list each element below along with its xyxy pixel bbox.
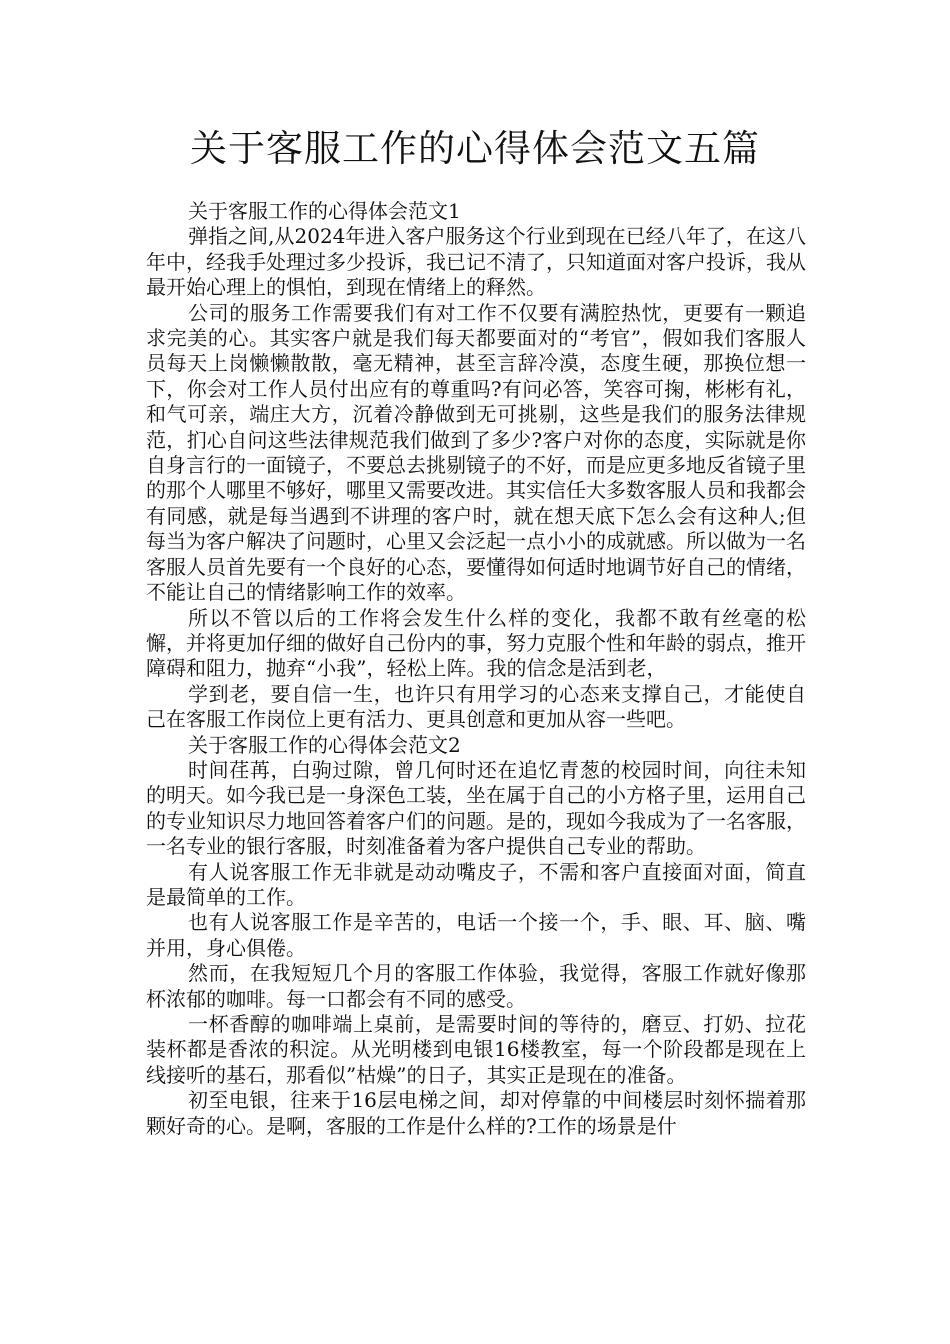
- paragraph: 弹指之间,从2024年进入客户服务这个行业到现在已经八年了，在这八年中，经我手处理过多少投诉，我已记不清了，只知道面对客户投诉，我从最开始心理上的惧怕，到现在情绪上的释然。: [146, 224, 806, 300]
- paragraph: 学到老，要自信一生，也许只有用学习的心态来支撑自己，才能使自己在客服工作岗位上更有活力、更具创意和更加从容一些吧。: [146, 681, 806, 732]
- paragraph: 然而，在我短短几个月的客服工作体验，我觉得，客服工作就好像那杯浓郁的咖啡。每一口都会有不同的感受。: [146, 961, 806, 1011]
- paragraph: 一杯香醇的咖啡端上桌前，是需要时间的等待的，磨豆、打奶、拉花装杯都是香浓的积淀。从光明楼到电银16楼教室，每一个阶段都是现在上线接听的基石，那看似”枯燥”的日子，其实正是现在的准备。: [146, 1012, 806, 1087]
- paragraph: 公司的服务工作需要我们有对工作不仅要有满腔热忱，更要有一颗追求完美的心。其实客户就是我们每天都要面对的“考官”，假如我们客服人员每天上岗懒懒散散，毫无精神，甚至言辞冷漠，态度生硬，那换位想一下，你会对工作人员付出应有的尊重吗?有问必答，笑容可掬，彬彬有礼，和气可亲，端庄大方，沉着冷静做到无可挑剔，这些是我们的服务法律规范，扪心自问这些法律规范我们做到了多少?客户对你的态度，实际就是你自身言行的一面镜子，不要总去挑剔镜子的不好，而是应更多地反省镜子里的那个人哪里不够好，哪里又需要改进。其实信任大多数客服人员和我都会有同感，就是每当遇到不讲理的客户时，就在想天底下怎么会有这种人;但每当为客户解决了问题时，心里又会泛起一点小小的成就感。所以做为一名客服人员首先要有一个良好的心态，要懂得如何适时地调节好自己的情绪，不能让自己的情绪影响工作的效率。: [146, 300, 806, 605]
- paragraph: 初至电银，往来于16层电梯之间，却对停靠的中间楼层时刻怀揣着那颗好奇的心。是啊，客服的工作是什么样的?工作的场景是什: [146, 1088, 806, 1138]
- paragraph: 时间荏苒，白驹过隙，曾几何时还在追忆青葱的校园时间，向往未知的明天。如今我已是一身深色工装，坐在属于自己的小方格子里，运用自己的专业知识尽力地回答着客户们的问题。是的，现如今我成为了一名客服，一名专业的银行客服，时刻准备着为客户提供自己专业的帮助。: [146, 757, 806, 859]
- section-heading-1: 关于客服工作的心得体会范文1: [188, 199, 461, 223]
- document-body: [146, 199, 806, 1139]
- document-title: 关于客服工作的心得体会范文五篇: [190, 127, 760, 170]
- section-heading-2: 关于客服工作的心得体会范文2: [188, 732, 461, 757]
- paragraph: 有人说客服工作无非就是动动嘴皮子，不需和客户直接面对面，简直是最简单的工作。: [146, 859, 806, 909]
- paragraph: 所以不管以后的工作将会发生什么样的变化，我都不敢有丝毫的松懈，并将更加仔细的做好自己份内的事，努力克服个性和年龄的弱点，推开障碍和阻力，抛弃“小我”，轻松上阵。我的信念是活到老，: [146, 605, 806, 681]
- paragraph: 也有人说客服工作是辛苦的，电话一个接一个，手、眼、耳、脑、嘴并用，身心俱倦。: [146, 910, 806, 960]
